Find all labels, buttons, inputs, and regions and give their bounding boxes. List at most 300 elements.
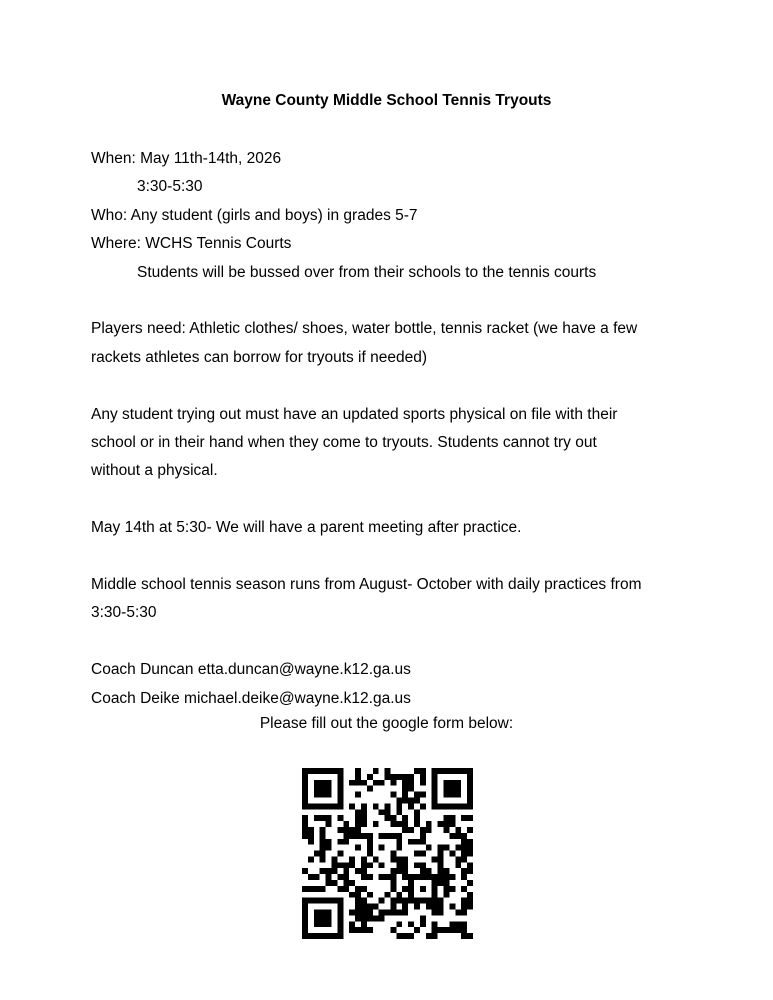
qr-module: [331, 768, 337, 774]
qr-module: [302, 898, 308, 904]
qr-module: [314, 910, 320, 916]
who-line: Who: Any student (girls and boys) in grades 5-7: [91, 206, 418, 224]
qr-module: [320, 921, 326, 927]
qr-module: [326, 933, 332, 939]
qr-module: [302, 868, 308, 874]
qr-module: [355, 927, 361, 933]
qr-module: [302, 933, 308, 939]
flyer-body: [91, 145, 691, 713]
qr-module: [379, 780, 385, 786]
qr-module: [432, 904, 438, 910]
coach-deike-line: Coach Deike michael.deike@wayne.k12.ga.us: [91, 689, 411, 707]
qr-module: [361, 898, 367, 904]
qr-module: [331, 803, 337, 809]
qr-module: [444, 815, 450, 821]
qr-module: [343, 839, 349, 845]
qr-module: [331, 880, 337, 886]
qr-module: [449, 833, 455, 839]
qr-module: [408, 892, 414, 898]
qr-module: [390, 833, 396, 839]
qr-module: [385, 803, 391, 809]
qr-module: [320, 898, 326, 904]
qr-module: [361, 815, 367, 821]
qr-module: [444, 868, 450, 874]
qr-module: [396, 803, 402, 809]
qr-module: [337, 874, 343, 880]
qr-module: [467, 803, 473, 809]
qr-module: [331, 862, 337, 868]
qr-module: [373, 780, 379, 786]
qr-module: [308, 839, 314, 845]
qr-module: [302, 833, 308, 839]
qr-module: [302, 927, 308, 933]
qr-module: [337, 910, 343, 916]
qr-module: [349, 910, 355, 916]
qr-module: [420, 851, 426, 857]
qr-module: [308, 803, 314, 809]
qr-module: [326, 803, 332, 809]
qr-module: [308, 886, 314, 892]
qr-module: [367, 910, 373, 916]
qr-module: [449, 904, 455, 910]
qr-module: [449, 851, 455, 857]
qr-module: [379, 910, 385, 916]
qr-module: [337, 803, 343, 809]
qr-module: [461, 898, 467, 904]
qr-module: [326, 786, 332, 792]
qr-module: [414, 768, 420, 774]
qr-module: [385, 910, 391, 916]
qr-module: [302, 768, 308, 774]
qr-module: [414, 862, 420, 868]
qr-module: [390, 898, 396, 904]
qr-module: [337, 862, 343, 868]
qr-module: [349, 921, 355, 927]
qr-module: [408, 803, 414, 809]
qr-module: [396, 774, 402, 780]
qr-module: [367, 845, 373, 851]
qr-module: [455, 803, 461, 809]
qr-module: [379, 915, 385, 921]
qr-module: [449, 768, 455, 774]
qr-module: [302, 821, 308, 827]
qr-module: [426, 898, 432, 904]
qr-module: [314, 874, 320, 880]
players-need-line-1: Players need: Athletic clothes/ shoes, water bottle, tennis racket (we have a few: [91, 320, 638, 338]
qr-module: [396, 797, 402, 803]
qr-module: [461, 927, 467, 933]
qr-module: [361, 874, 367, 880]
qr-module: [455, 910, 461, 916]
qr-module: [379, 809, 385, 815]
qr-module: [326, 768, 332, 774]
spacer: [91, 486, 691, 514]
page-title: Wayne County Middle School Tennis Tryouts: [221, 92, 552, 109]
qr-module: [320, 910, 326, 916]
qr-module: [455, 927, 461, 933]
qr-module: [467, 780, 473, 786]
qr-module: [337, 780, 343, 786]
qr-module: [355, 910, 361, 916]
qr-module: [337, 768, 343, 774]
qr-module: [414, 821, 420, 827]
qr-module: [373, 904, 379, 910]
qr-module: [355, 792, 361, 798]
qr-module: [361, 862, 367, 868]
qr-module: [385, 768, 391, 774]
qr-module: [461, 868, 467, 874]
qr-module: [337, 786, 343, 792]
qr-module: [408, 886, 414, 892]
qr-module: [355, 821, 361, 827]
qr-module: [402, 780, 408, 786]
qr-module: [438, 845, 444, 851]
when-time-line: 3:30-5:30: [137, 178, 203, 196]
qr-module: [455, 780, 461, 786]
qr-module: [467, 827, 473, 833]
qr-module: [438, 851, 444, 857]
qr-module: [432, 886, 438, 892]
qr-module: [326, 792, 332, 798]
qr-module: [302, 904, 308, 910]
qr-module: [349, 927, 355, 933]
qr-module: [337, 797, 343, 803]
where-line: Where: WCHS Tennis Courts: [91, 235, 292, 253]
qr-module: [449, 786, 455, 792]
qr-module: [302, 915, 308, 921]
qr-module: [326, 821, 332, 827]
qr-module: [314, 786, 320, 792]
qr-module: [367, 904, 373, 910]
qr-module: [379, 898, 385, 904]
qr-module: [444, 780, 450, 786]
qr-module: [408, 839, 414, 845]
qr-module: [426, 904, 432, 910]
qr-module: [308, 898, 314, 904]
qr-module: [349, 803, 355, 809]
qr-module: [302, 910, 308, 916]
qr-module: [349, 862, 355, 868]
qr-module: [367, 915, 373, 921]
qr-module: [314, 851, 320, 857]
qr-module: [444, 845, 450, 851]
qr-module: [420, 868, 426, 874]
qr-module: [420, 839, 426, 845]
qr-module: [426, 868, 432, 874]
qr-module: [432, 786, 438, 792]
qr-module: [408, 780, 414, 786]
qr-module: [408, 797, 414, 803]
qr-module: [337, 927, 343, 933]
qr-module: [402, 910, 408, 916]
qr-module: [302, 803, 308, 809]
qr-module: [390, 821, 396, 827]
qr-module: [438, 874, 444, 880]
coach-duncan-line: Coach Duncan etta.duncan@wayne.k12.ga.us: [91, 661, 411, 679]
qr-module: [320, 833, 326, 839]
qr-module: [396, 868, 402, 874]
qr-module: [432, 856, 438, 862]
qr-module: [402, 827, 408, 833]
qr-module: [438, 768, 444, 774]
qr-module: [414, 851, 420, 857]
qr-module: [449, 927, 455, 933]
qr-module: [355, 886, 361, 892]
qr-module: [343, 886, 349, 892]
qr-module: [414, 927, 420, 933]
qr-module: [326, 921, 332, 927]
qr-module: [390, 792, 396, 798]
qr-module: [396, 833, 402, 839]
qr-module: [373, 915, 379, 921]
qr-module: [461, 856, 467, 862]
qr-module: [402, 933, 408, 939]
qr-module: [302, 774, 308, 780]
qr-module: [408, 874, 414, 880]
qr-module: [390, 904, 396, 910]
qr-module: [396, 839, 402, 845]
qr-module: [314, 792, 320, 798]
qr-module: [355, 815, 361, 821]
qr-module: [467, 839, 473, 845]
qr-module: [320, 803, 326, 809]
qr-module: [320, 845, 326, 851]
qr-module: [467, 904, 473, 910]
qr-module: [420, 862, 426, 868]
qr-module: [343, 868, 349, 874]
qr-module: [420, 915, 426, 921]
qr-module: [467, 898, 473, 904]
qr-module: [337, 774, 343, 780]
qr-module: [326, 874, 332, 880]
qr-module: [361, 868, 367, 874]
where-note-line: Students will be bussed over from their schools to the tennis courts: [137, 263, 597, 281]
qr-module: [414, 839, 420, 845]
qr-module: [420, 780, 426, 786]
qr-module: [438, 904, 444, 910]
qr-module: [461, 874, 467, 880]
qr-module: [355, 904, 361, 910]
qr-module: [467, 768, 473, 774]
qr-module: [308, 856, 314, 862]
qr-module: [420, 921, 426, 927]
qr-module: [308, 833, 314, 839]
qr-module: [320, 851, 326, 857]
qr-module: [326, 845, 332, 851]
qr-module: [408, 933, 414, 939]
qr-module: [467, 792, 473, 798]
qr-module: [302, 886, 308, 892]
qr-module: [467, 868, 473, 874]
season-line-2: 3:30-5:30: [91, 604, 157, 622]
qr-module: [302, 797, 308, 803]
qr-module: [390, 774, 396, 780]
qr-module: [461, 768, 467, 774]
qr-module: [444, 880, 450, 886]
qr-module: [455, 833, 461, 839]
qr-module: [414, 809, 420, 815]
qr-module: [432, 898, 438, 904]
qr-module: [367, 774, 373, 780]
qr-module: [455, 862, 461, 868]
qr-module: [426, 874, 432, 880]
qr-module: [444, 892, 450, 898]
qr-module: [314, 768, 320, 774]
qr-module: [420, 898, 426, 904]
qr-module: [432, 880, 438, 886]
qr-module: [326, 880, 332, 886]
qr-module: [461, 851, 467, 857]
qr-module: [396, 809, 402, 815]
qr-module: [455, 845, 461, 851]
qr-module: [467, 786, 473, 792]
qr-module: [461, 803, 467, 809]
qr-module: [314, 803, 320, 809]
qr-module: [461, 815, 467, 821]
qr-module: [414, 815, 420, 821]
qr-module: [402, 815, 408, 821]
qr-module: [390, 874, 396, 880]
qr-module: [408, 921, 414, 927]
qr-module: [320, 815, 326, 821]
qr-module: [402, 862, 408, 868]
qr-module: [355, 868, 361, 874]
qr-module: [349, 827, 355, 833]
qr-module: [314, 898, 320, 904]
qr-module: [432, 927, 438, 933]
qr-module: [408, 774, 414, 780]
qr-module: [320, 915, 326, 921]
qr-module: [302, 792, 308, 798]
qr-module: [379, 845, 385, 851]
qr-module: [402, 786, 408, 792]
qr-module: [467, 880, 473, 886]
qr-module: [420, 768, 426, 774]
qr-module: [402, 874, 408, 880]
qr-module: [396, 898, 402, 904]
qr-module: [373, 768, 379, 774]
qr-module: [402, 868, 408, 874]
qr-module: [385, 833, 391, 839]
physical-line-3: without a physical.: [91, 462, 218, 480]
qr-module: [361, 803, 367, 809]
qr-module: [438, 821, 444, 827]
qr-module: [320, 780, 326, 786]
qr-module: [314, 915, 320, 921]
physical-line-1: Any student trying out must have an updated sports physical on file with their: [91, 405, 618, 423]
qr-module: [426, 821, 432, 827]
qr-module: [355, 827, 361, 833]
qr-module: [432, 774, 438, 780]
qr-module: [390, 815, 396, 821]
qr-module: [331, 898, 337, 904]
qr-module: [408, 880, 414, 886]
qr-module: [367, 786, 373, 792]
qr-module: [349, 880, 355, 886]
qr-module: [438, 868, 444, 874]
qr-module: [414, 792, 420, 798]
spacer: [91, 543, 691, 571]
qr-module: [337, 898, 343, 904]
qr-module: [396, 862, 402, 868]
qr-module: [367, 927, 373, 933]
qr-module: [396, 845, 402, 851]
qr-module: [349, 833, 355, 839]
qr-module: [467, 892, 473, 898]
qr-module: [420, 886, 426, 892]
qr-module: [444, 827, 450, 833]
qr-module: [414, 797, 420, 803]
qr-module: [449, 874, 455, 880]
qr-module: [455, 856, 461, 862]
qr-code-icon[interactable]: [302, 768, 473, 939]
qr-module: [320, 768, 326, 774]
qr-module: [331, 868, 337, 874]
qr-module: [396, 892, 402, 898]
qr-module: [402, 886, 408, 892]
qr-module: [343, 874, 349, 880]
qr-module: [361, 915, 367, 921]
qr-module: [432, 910, 438, 916]
qr-module: [444, 821, 450, 827]
qr-module: [461, 839, 467, 845]
qr-module: [367, 892, 373, 898]
qr-module: [379, 874, 385, 880]
qr-module: [308, 933, 314, 939]
qr-module: [326, 898, 332, 904]
qr-module: [355, 774, 361, 780]
qr-module: [337, 839, 343, 845]
qr-module: [455, 827, 461, 833]
meeting-line: May 14th at 5:30- We will have a parent meeting after practice.: [91, 519, 522, 537]
spacer: [91, 372, 691, 400]
qr-module: [385, 892, 391, 898]
qr-module: [379, 833, 385, 839]
qr-module: [390, 868, 396, 874]
qr-module: [320, 792, 326, 798]
qr-module: [402, 898, 408, 904]
qr-module: [420, 874, 426, 880]
qr-module: [367, 851, 373, 857]
qr-module: [390, 856, 396, 862]
qr-module: [320, 856, 326, 862]
qr-module: [326, 915, 332, 921]
qr-module: [438, 910, 444, 916]
players-need-line-2: rackets athletes can borrow for tryouts if needed): [91, 348, 427, 366]
qr-module: [355, 833, 361, 839]
spacer: [91, 287, 691, 315]
qr-module: [367, 839, 373, 845]
qr-module: [326, 868, 332, 874]
qr-module: [402, 904, 408, 910]
qr-module: [461, 833, 467, 839]
qr-module: [396, 921, 402, 927]
qr-module: [385, 815, 391, 821]
qr-module: [402, 774, 408, 780]
qr-module: [355, 809, 361, 815]
qr-module: [331, 933, 337, 939]
qr-module: [355, 780, 361, 786]
qr-module: [420, 833, 426, 839]
qr-module: [414, 874, 420, 880]
qr-module: [308, 874, 314, 880]
qr-module: [302, 827, 308, 833]
qr-module: [343, 833, 349, 839]
qr-module: [467, 851, 473, 857]
qr-module: [361, 821, 367, 827]
qr-module: [320, 786, 326, 792]
qr-module: [444, 786, 450, 792]
